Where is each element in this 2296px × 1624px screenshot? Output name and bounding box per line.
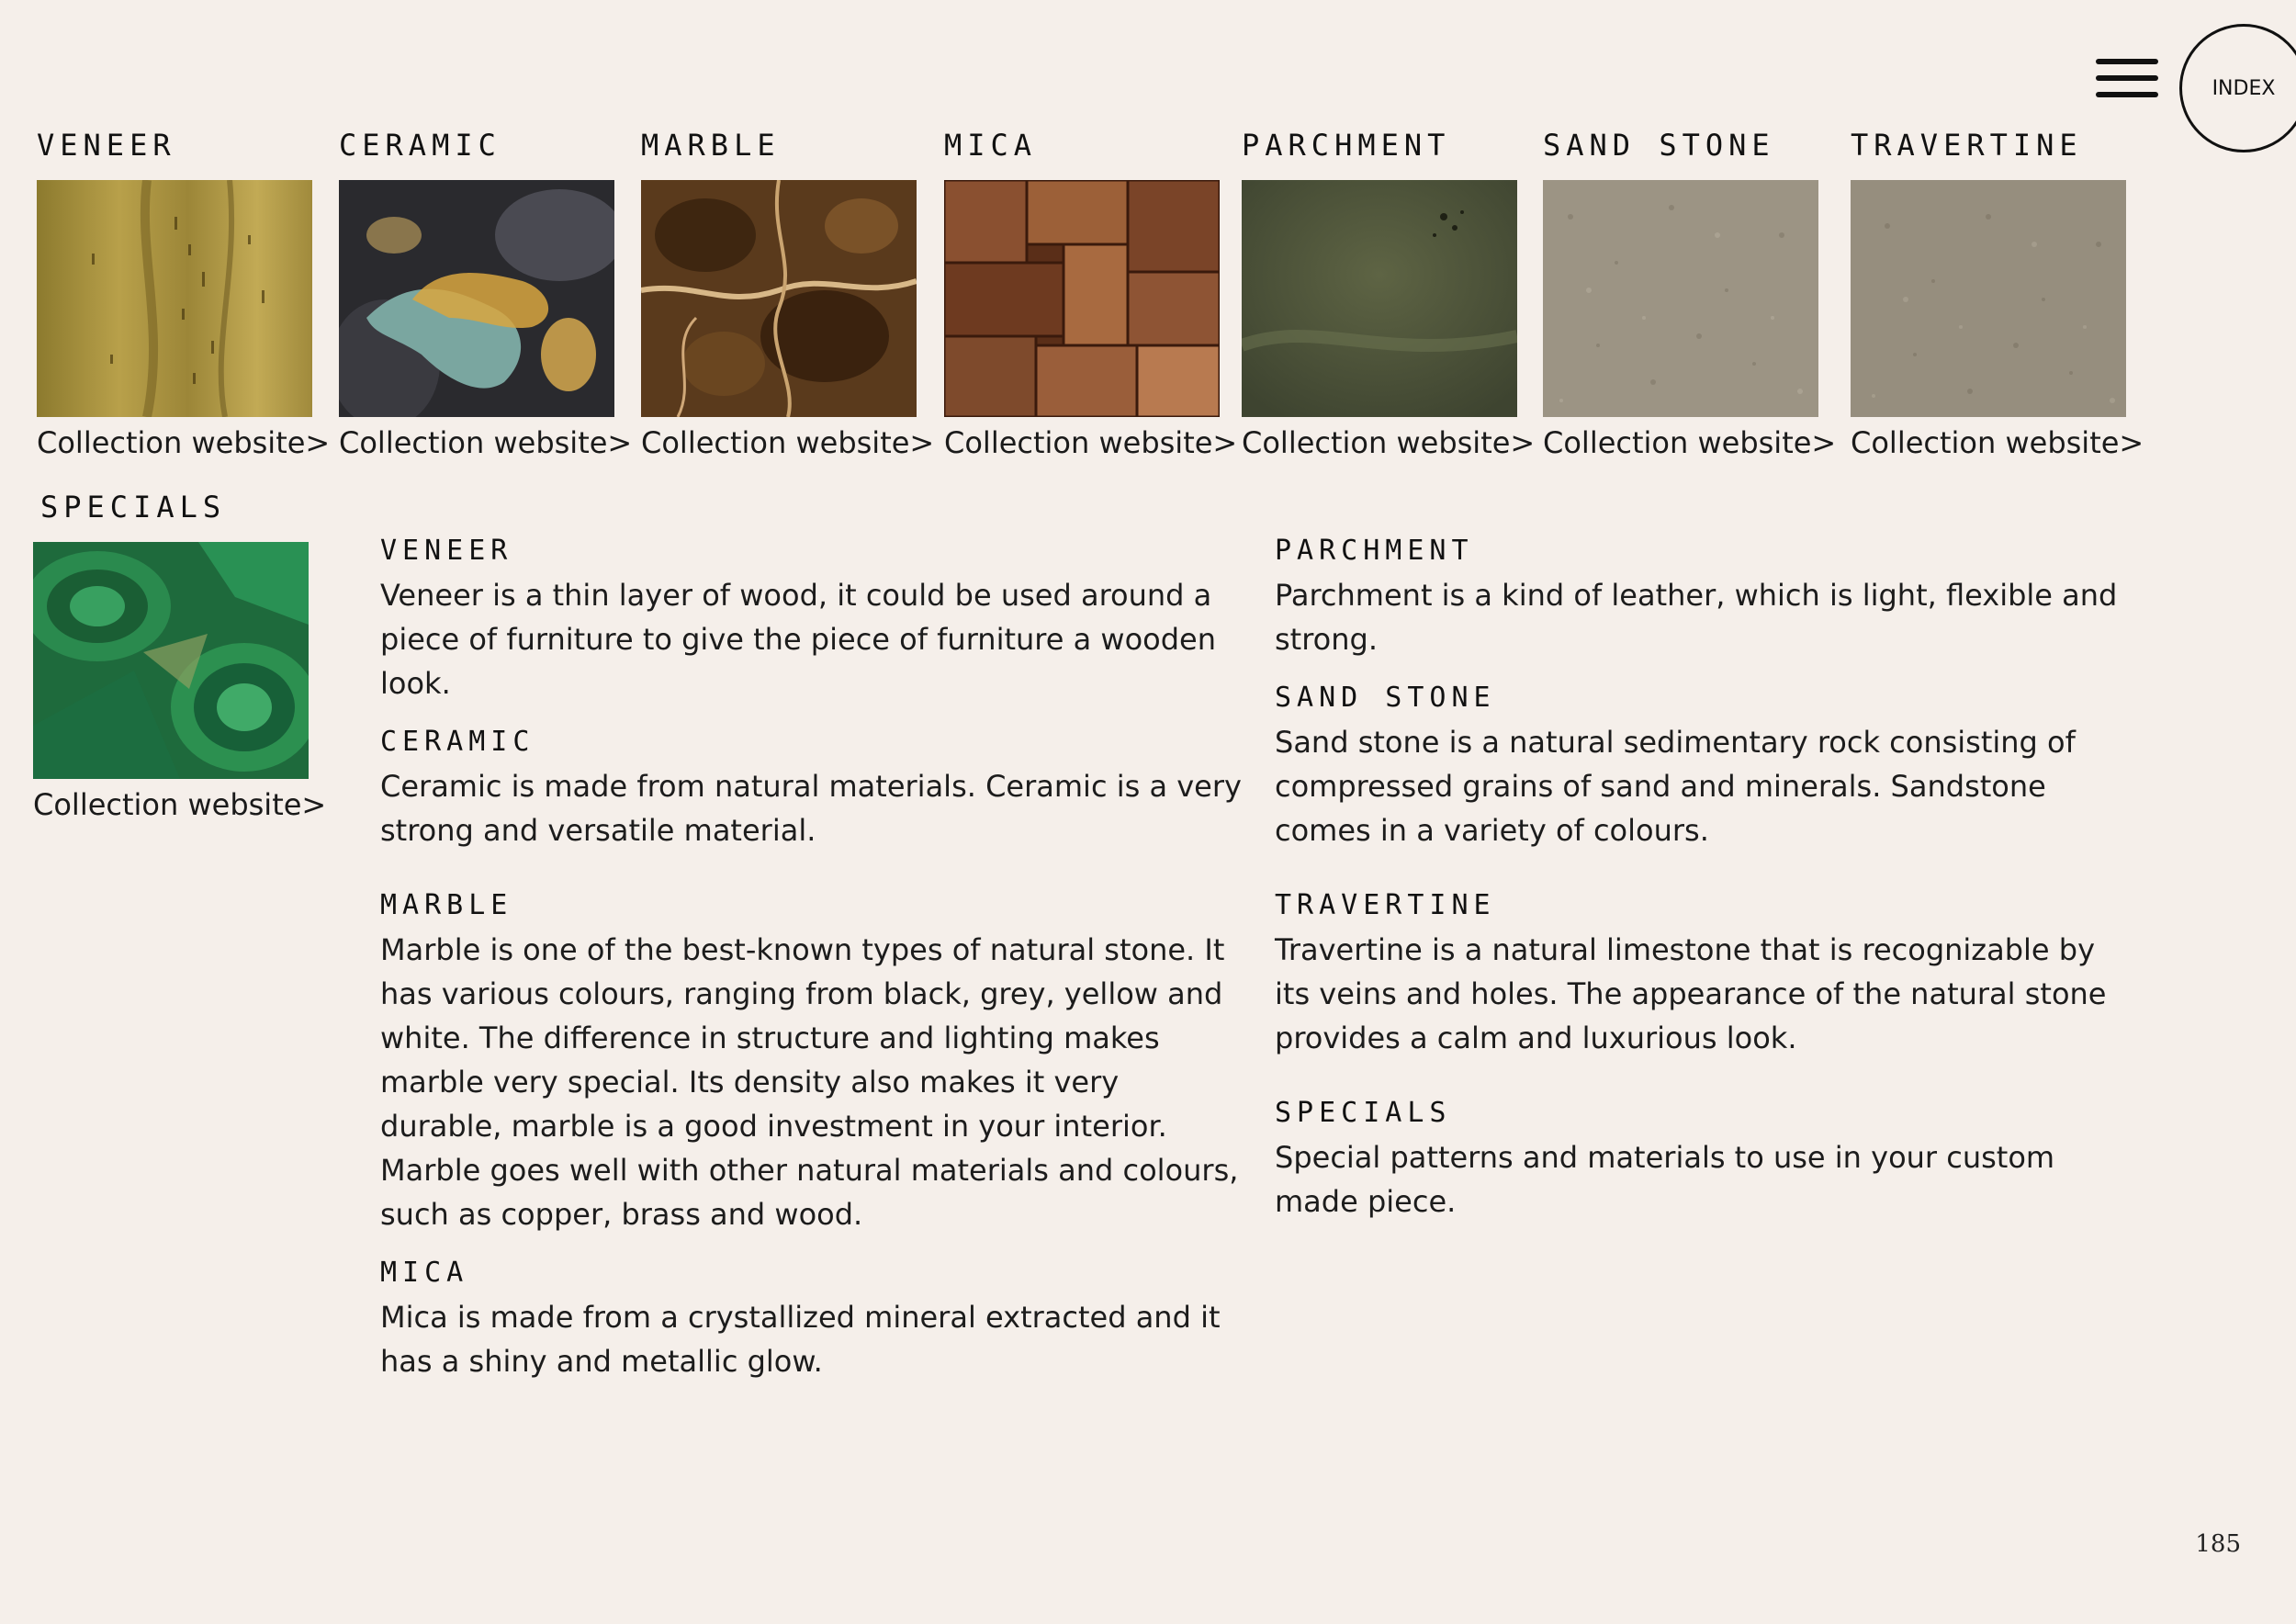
material-veneer bbox=[37, 127, 331, 463]
menu-bar bbox=[2096, 92, 2158, 97]
description-text: Sand stone is a natural sedimentary rock consisting of compressed grains of sand and minerals. Sandstone comes in a variety of colours. bbox=[1275, 725, 2076, 848]
material-marble bbox=[641, 127, 935, 463]
description-title: TRAVERTINE bbox=[1275, 889, 1496, 921]
material-title: TRAVERTINE bbox=[1851, 128, 2083, 163]
collection-website-link[interactable]: Collection website> bbox=[339, 425, 633, 460]
description-title: VENEER bbox=[380, 535, 513, 567]
description-title: MARBLE bbox=[380, 889, 513, 921]
description-title: CERAMIC bbox=[380, 726, 535, 758]
collection-website-link[interactable]: Collection website> bbox=[1851, 425, 2144, 460]
material-travertine bbox=[1851, 127, 2144, 463]
material-title: SAND STONE bbox=[1543, 128, 1775, 163]
page-number: 185 bbox=[2195, 1530, 2241, 1558]
description-text: Travertine is a natural limestone that is recognizable by its veins and holes. The appearance of the natural stone provides a calm and luxurious look. bbox=[1275, 932, 2107, 1055]
descriptions-left bbox=[380, 533, 1244, 1383]
description-title: SPECIALS bbox=[1275, 1097, 1452, 1129]
description-text: Ceramic is made from natural materials. Ceramic is a very strong and versatile material. bbox=[380, 769, 1242, 848]
description-text: Parchment is a kind of leather, which is light, flexible and strong. bbox=[1275, 578, 2118, 657]
material-parchment bbox=[1242, 127, 1536, 463]
description-parchment bbox=[1275, 533, 2138, 661]
description-ceramic bbox=[380, 724, 1244, 852]
description-text: Mica is made from a crystallized mineral extracted and it has a shiny and metallic glow. bbox=[380, 1300, 1221, 1379]
index-button[interactable]: INDEX bbox=[2179, 24, 2296, 152]
description-travertine bbox=[1275, 887, 2138, 1060]
hamburger-menu-icon[interactable] bbox=[2096, 59, 2158, 99]
description-mica bbox=[380, 1255, 1244, 1383]
material-title: MARBLE bbox=[641, 128, 781, 163]
sand-stone-swatch bbox=[1543, 180, 1818, 417]
menu-bar bbox=[2096, 59, 2158, 64]
travertine-swatch bbox=[1851, 180, 2126, 417]
description-specials bbox=[1275, 1095, 2138, 1224]
material-title: SPECIALS bbox=[40, 490, 227, 524]
collection-website-link[interactable]: Collection website> bbox=[1543, 425, 1837, 460]
malachite-swatch bbox=[33, 542, 309, 779]
description-title: PARCHMENT bbox=[1275, 535, 1474, 567]
material-title: MICA bbox=[944, 128, 1038, 163]
material-ceramic bbox=[339, 127, 633, 463]
description-title: SAND STONE bbox=[1275, 682, 1496, 714]
description-text: Special patterns and materials to use in your custom made piece. bbox=[1275, 1140, 2055, 1219]
collection-website-link[interactable]: Collection website> bbox=[944, 425, 1238, 460]
mica-swatch bbox=[944, 180, 1220, 417]
parchment-swatch bbox=[1242, 180, 1517, 417]
material-title: VENEER bbox=[37, 128, 176, 163]
description-sand-stone bbox=[1275, 680, 2138, 852]
description-veneer bbox=[380, 533, 1244, 705]
material-mica bbox=[944, 127, 1238, 463]
description-text: Veneer is a thin layer of wood, it could be used around a piece of furniture to give the piece of furniture a wooden look. bbox=[380, 578, 1216, 701]
marble-swatch bbox=[641, 180, 917, 417]
description-title: MICA bbox=[380, 1257, 469, 1289]
ceramic-swatch bbox=[339, 180, 614, 417]
material-title: CERAMIC bbox=[339, 128, 501, 163]
description-text: Marble is one of the best-known types of natural stone. It has various colours, ranging from black, grey, yellow and white. The difference in structure and lighting makes marble very special. Its density also makes it very durable, marble is a good investment in your interior. Marble goes well with other natural materials and colours, such as copper, brass and wood. bbox=[380, 932, 1239, 1232]
collection-website-link[interactable]: Collection website> bbox=[1242, 425, 1536, 460]
material-sand-stone bbox=[1543, 127, 1837, 463]
material-specials bbox=[33, 489, 327, 825]
collection-website-link[interactable]: Collection website> bbox=[33, 787, 327, 822]
material-title: PARCHMENT bbox=[1242, 128, 1451, 163]
veneer-wood-swatch bbox=[37, 180, 312, 417]
collection-website-link[interactable]: Collection website> bbox=[37, 425, 331, 460]
description-marble bbox=[380, 887, 1244, 1236]
collection-website-link[interactable]: Collection website> bbox=[641, 425, 935, 460]
descriptions-right bbox=[1275, 533, 2138, 1224]
menu-bar bbox=[2096, 75, 2158, 81]
